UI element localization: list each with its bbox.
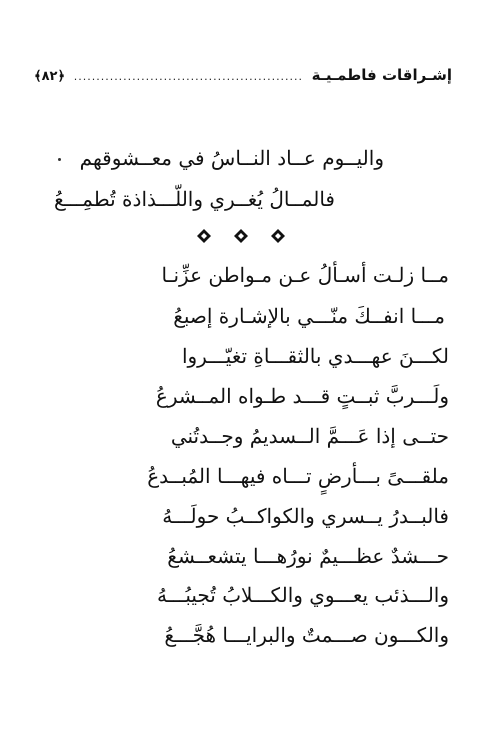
section-ornament <box>196 228 286 244</box>
diamond-icon <box>270 228 286 244</box>
poem-line-5: لكـــنَ عهـــدي بالثقـــاةِ تغيّـــروا <box>181 344 449 368</box>
poem-line-2: فالمــالُ يُغــري واللّـــذاذة تُطمِـــعُ <box>53 187 335 211</box>
poem-line-12: والكـــون صـــمتٌ والبرايـــا هُجَّـــعُ <box>164 623 449 647</box>
header-title: إشـراقات فاطمـيـة <box>311 66 452 84</box>
poem-line-6: ولَـــربَّ ثبــتٍ قـــد طـواه المــشرعُ <box>155 384 449 408</box>
diamond-icon <box>196 228 212 244</box>
poem-line-7: حتــى إذا عَـــمَّ الــسديمُ وجــدتُني <box>170 424 449 448</box>
poem-line-1: واليــوم عــاد النــاسُ في معــشوقهم <box>79 146 384 170</box>
poem-line-3: مــا زلـت أسـألُ عـن مـواطن عزِّنـا <box>161 263 449 287</box>
poem-line-4: مـــا انفــكَ منّـــي بالإشـارة إصبعُ <box>173 304 445 328</box>
poem-line-8: ملقـــىً بـــأرضٍ تـــاه فيهـــا المُبــدعُ <box>147 464 449 488</box>
diamond-icon <box>233 228 249 244</box>
poem-line-11: والـــذئب يعـــوي والكـــلابُ تُجيبُـــهُ <box>157 583 449 607</box>
stray-dot <box>58 158 61 161</box>
poem-line-9: فالبــدرُ يــسري والكواكــبُ حولَـــهُ <box>162 504 449 528</box>
page-number: ﴿٨٢﴾ <box>34 69 66 84</box>
poem-line-10: حـــشدٌ عظـــيمٌ نورُهـــا يتشعــشعُ <box>167 544 449 568</box>
header-leader-dots: ................................................... <box>73 70 304 83</box>
running-header <box>34 66 452 92</box>
